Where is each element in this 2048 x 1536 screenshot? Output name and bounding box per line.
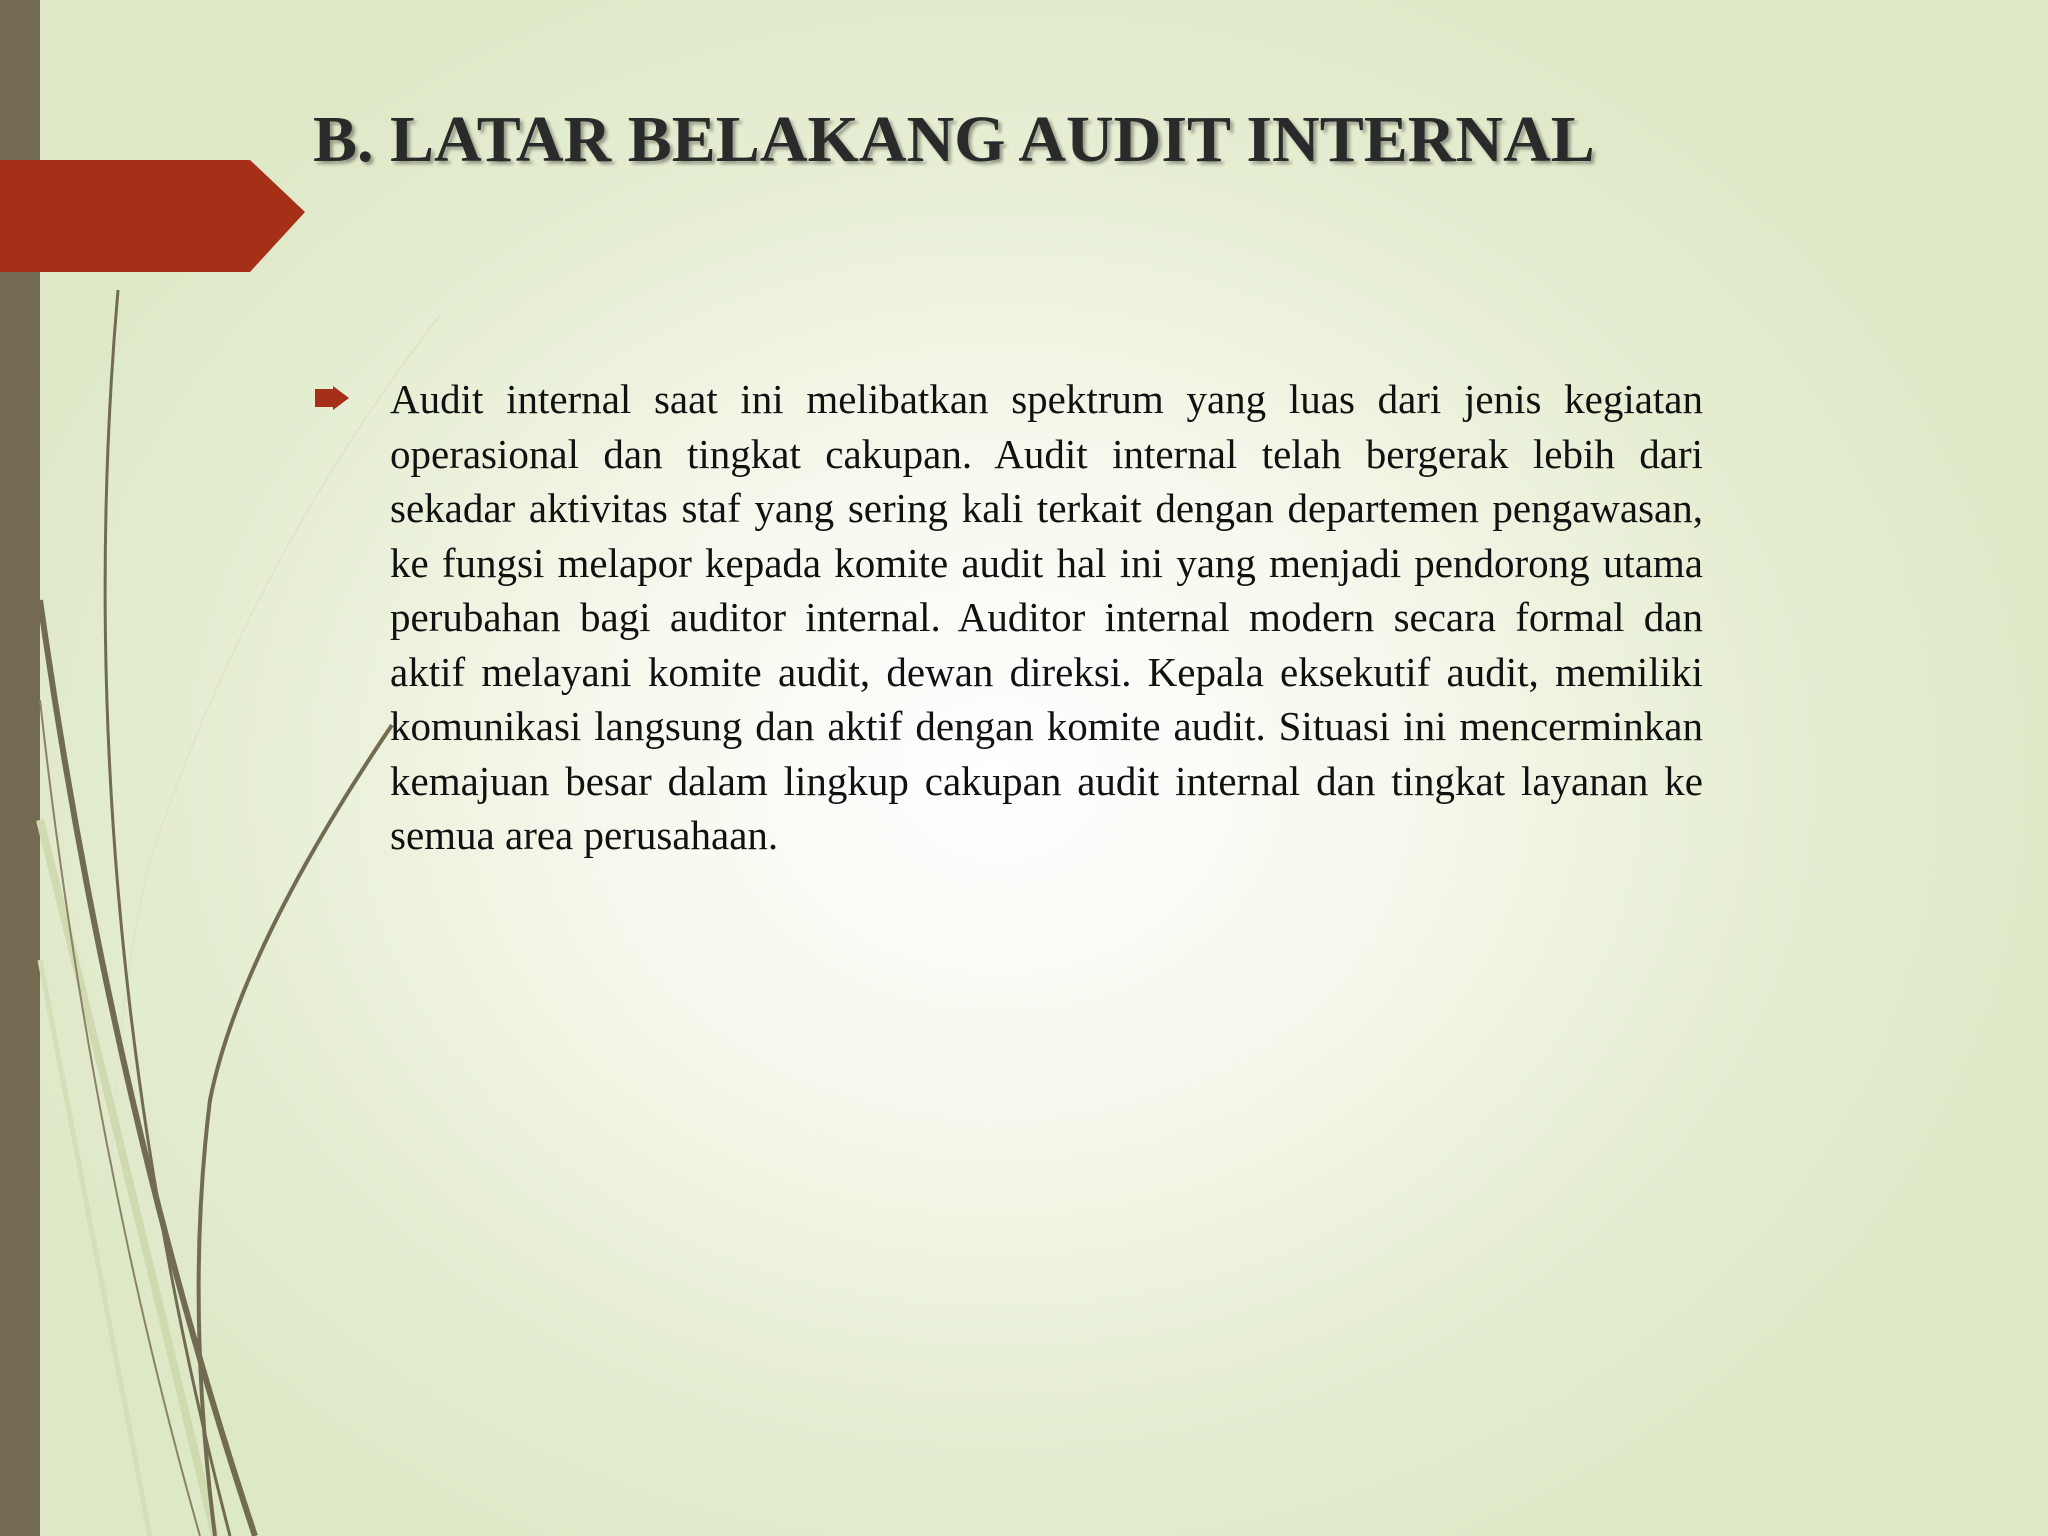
title-accent-tab — [0, 160, 305, 272]
slide-content — [313, 372, 1703, 863]
arrow-bullet-icon — [315, 386, 349, 410]
slide-title: B. LATAR BELAKANG AUDIT INTERNAL — [313, 103, 1595, 176]
bullet-item — [313, 372, 1703, 863]
bullet-text: Audit internal saat ini melibatkan spektrum yang luas dari jenis kegiatan operasional dan tingkat cakupan. Audit internal telah bergerak lebih dari sekadar aktivitas staf yang sering kali terkait dengan departemen pengawasan, ke fungsi melapor kepada komite audit hal ini yang menjadi pendorong utama perubahan bagi auditor internal. Auditor internal modern secara formal dan aktif melayani komite audit, dewan direksi. Kepala eksekutif audit, memiliki komunikasi langsung dan aktif dengan komite audit. Situasi ini mencerminkan kemajuan besar dalam lingkup cakupan audit internal dan tingkat layanan ke semua area perusahaan. — [390, 376, 1703, 858]
